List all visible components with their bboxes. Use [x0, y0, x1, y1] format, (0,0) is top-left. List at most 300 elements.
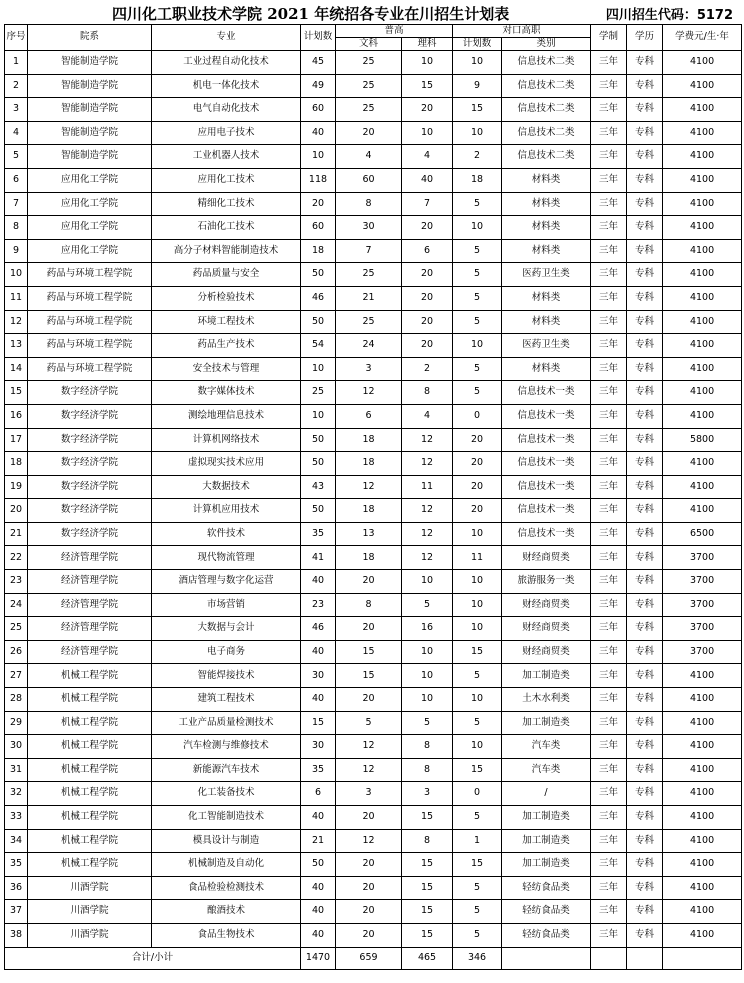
title-bar	[4, 2, 741, 24]
cell-major: 酒店管理与数字化运营	[152, 570, 301, 594]
cell-science: 10	[402, 570, 453, 594]
cell-years: 三年	[591, 310, 627, 334]
cell-science: 6	[402, 239, 453, 263]
cell-seq: 3	[5, 98, 28, 122]
cell-voc-plan: 5	[453, 357, 502, 381]
cell-plan: 40	[301, 640, 336, 664]
cell-category: 信息技术二类	[502, 74, 591, 98]
cell-years: 三年	[591, 570, 627, 594]
cell-science: 20	[402, 216, 453, 240]
cell-arts: 21	[336, 286, 402, 310]
cell-arts: 13	[336, 522, 402, 546]
cell-science: 10	[402, 664, 453, 688]
cell-degree: 专科	[627, 239, 663, 263]
cell-degree: 专科	[627, 617, 663, 641]
header-voc-plan: 计划数	[453, 38, 502, 51]
total-empty	[627, 947, 663, 969]
cell-voc-plan: 10	[453, 334, 502, 358]
cell-dept: 机械工程学院	[28, 758, 152, 782]
cell-plan: 46	[301, 286, 336, 310]
cell-voc-plan: 20	[453, 475, 502, 499]
cell-science: 8	[402, 758, 453, 782]
cell-arts: 30	[336, 216, 402, 240]
cell-major: 市场营销	[152, 593, 301, 617]
cell-seq: 36	[5, 876, 28, 900]
cell-plan: 40	[301, 688, 336, 712]
cell-fee: 4100	[663, 74, 742, 98]
cell-voc-plan: 10	[453, 522, 502, 546]
cell-fee: 3700	[663, 570, 742, 594]
cell-arts: 18	[336, 452, 402, 476]
cell-voc-plan: 20	[453, 428, 502, 452]
cell-category: 材料类	[502, 192, 591, 216]
cell-category: 信息技术一类	[502, 381, 591, 405]
cell-dept: 机械工程学院	[28, 782, 152, 806]
cell-arts: 20	[336, 617, 402, 641]
cell-dept: 机械工程学院	[28, 711, 152, 735]
cell-plan: 45	[301, 51, 336, 75]
cell-dept: 应用化工学院	[28, 192, 152, 216]
cell-major: 计算机网络技术	[152, 428, 301, 452]
cell-degree: 专科	[627, 711, 663, 735]
cell-science: 12	[402, 452, 453, 476]
cell-plan: 30	[301, 664, 336, 688]
cell-seq: 5	[5, 145, 28, 169]
cell-plan: 21	[301, 829, 336, 853]
cell-fee: 4100	[663, 452, 742, 476]
cell-seq: 20	[5, 499, 28, 523]
cell-years: 三年	[591, 522, 627, 546]
cell-major: 安全技术与管理	[152, 357, 301, 381]
cell-major: 大数据技术	[152, 475, 301, 499]
cell-plan: 46	[301, 617, 336, 641]
cell-seq: 9	[5, 239, 28, 263]
cell-major: 机械制造及自动化	[152, 853, 301, 877]
cell-dept: 经济管理学院	[28, 546, 152, 570]
cell-plan: 40	[301, 923, 336, 947]
cell-plan: 50	[301, 853, 336, 877]
cell-major: 化工智能制造技术	[152, 806, 301, 830]
cell-science: 15	[402, 74, 453, 98]
cell-plan: 40	[301, 570, 336, 594]
table-row	[5, 735, 742, 759]
header-fee: 学费元/生·年	[663, 25, 742, 51]
header-major: 专业	[152, 25, 301, 51]
cell-degree: 专科	[627, 664, 663, 688]
cell-arts: 15	[336, 640, 402, 664]
cell-plan: 54	[301, 334, 336, 358]
cell-degree: 专科	[627, 452, 663, 476]
cell-seq: 31	[5, 758, 28, 782]
cell-dept: 机械工程学院	[28, 853, 152, 877]
cell-dept: 药品与环境工程学院	[28, 334, 152, 358]
cell-dept: 智能制造学院	[28, 121, 152, 145]
cell-voc-plan: 15	[453, 98, 502, 122]
table-row	[5, 428, 742, 452]
cell-years: 三年	[591, 758, 627, 782]
cell-voc-plan: 5	[453, 876, 502, 900]
cell-category: 加工制造类	[502, 806, 591, 830]
cell-seq: 18	[5, 452, 28, 476]
cell-science: 12	[402, 499, 453, 523]
table-row	[5, 145, 742, 169]
table-header	[5, 25, 742, 51]
cell-degree: 专科	[627, 829, 663, 853]
enrollment-plan-table	[4, 24, 742, 970]
header-dept: 院系	[28, 25, 152, 51]
cell-years: 三年	[591, 923, 627, 947]
cell-arts: 15	[336, 664, 402, 688]
cell-years: 三年	[591, 900, 627, 924]
cell-fee: 4100	[663, 853, 742, 877]
table-row	[5, 310, 742, 334]
cell-plan: 60	[301, 98, 336, 122]
cell-dept: 药品与环境工程学院	[28, 357, 152, 381]
cell-degree: 专科	[627, 570, 663, 594]
cell-years: 三年	[591, 593, 627, 617]
cell-degree: 专科	[627, 640, 663, 664]
cell-dept: 数字经济学院	[28, 404, 152, 428]
cell-seq: 34	[5, 829, 28, 853]
cell-plan: 50	[301, 310, 336, 334]
cell-voc-plan: 10	[453, 735, 502, 759]
cell-major: 分析检验技术	[152, 286, 301, 310]
cell-seq: 22	[5, 546, 28, 570]
cell-degree: 专科	[627, 758, 663, 782]
cell-major: 石油化工技术	[152, 216, 301, 240]
cell-arts: 3	[336, 782, 402, 806]
cell-arts: 5	[336, 711, 402, 735]
cell-dept: 应用化工学院	[28, 168, 152, 192]
cell-fee: 4100	[663, 829, 742, 853]
cell-degree: 专科	[627, 806, 663, 830]
cell-major: 酿酒技术	[152, 900, 301, 924]
cell-dept: 川酒学院	[28, 876, 152, 900]
cell-fee: 4100	[663, 475, 742, 499]
cell-years: 三年	[591, 51, 627, 75]
cell-fee: 4100	[663, 239, 742, 263]
cell-category: 材料类	[502, 357, 591, 381]
cell-arts: 12	[336, 829, 402, 853]
cell-arts: 12	[336, 758, 402, 782]
cell-fee: 4100	[663, 216, 742, 240]
cell-dept: 智能制造学院	[28, 51, 152, 75]
cell-degree: 专科	[627, 216, 663, 240]
table-row	[5, 782, 742, 806]
cell-voc-plan: 10	[453, 617, 502, 641]
cell-category: 财经商贸类	[502, 593, 591, 617]
cell-arts: 18	[336, 428, 402, 452]
table-row	[5, 168, 742, 192]
cell-category: 轻纺食品类	[502, 900, 591, 924]
table-row	[5, 381, 742, 405]
cell-degree: 专科	[627, 168, 663, 192]
cell-category: 医药卫生类	[502, 263, 591, 287]
cell-major: 智能焊接技术	[152, 664, 301, 688]
cell-arts: 60	[336, 168, 402, 192]
table-row	[5, 499, 742, 523]
cell-major: 工业产品质量检测技术	[152, 711, 301, 735]
cell-seq: 6	[5, 168, 28, 192]
cell-fee: 4100	[663, 334, 742, 358]
cell-seq: 2	[5, 74, 28, 98]
cell-seq: 4	[5, 121, 28, 145]
cell-fee: 4100	[663, 900, 742, 924]
cell-fee: 4100	[663, 286, 742, 310]
cell-degree: 专科	[627, 876, 663, 900]
cell-category: 汽车类	[502, 735, 591, 759]
cell-years: 三年	[591, 640, 627, 664]
cell-years: 三年	[591, 617, 627, 641]
cell-category: 汽车类	[502, 758, 591, 782]
cell-plan: 35	[301, 758, 336, 782]
cell-seq: 16	[5, 404, 28, 428]
cell-science: 15	[402, 923, 453, 947]
cell-science: 10	[402, 640, 453, 664]
cell-dept: 数字经济学院	[28, 452, 152, 476]
cell-arts: 25	[336, 74, 402, 98]
cell-voc-plan: 5	[453, 806, 502, 830]
cell-degree: 专科	[627, 688, 663, 712]
cell-years: 三年	[591, 98, 627, 122]
table-row	[5, 216, 742, 240]
cell-major: 计算机应用技术	[152, 499, 301, 523]
cell-years: 三年	[591, 145, 627, 169]
cell-plan: 10	[301, 145, 336, 169]
cell-seq: 25	[5, 617, 28, 641]
cell-plan: 30	[301, 735, 336, 759]
cell-voc-plan: 11	[453, 546, 502, 570]
cell-seq: 26	[5, 640, 28, 664]
cell-science: 12	[402, 546, 453, 570]
cell-degree: 专科	[627, 404, 663, 428]
cell-voc-plan: 18	[453, 168, 502, 192]
cell-fee: 4100	[663, 923, 742, 947]
cell-fee: 4100	[663, 876, 742, 900]
cell-voc-plan: 10	[453, 121, 502, 145]
cell-voc-plan: 1	[453, 829, 502, 853]
cell-degree: 专科	[627, 334, 663, 358]
cell-plan: 35	[301, 522, 336, 546]
table-row	[5, 452, 742, 476]
cell-voc-plan: 10	[453, 51, 502, 75]
cell-dept: 数字经济学院	[28, 499, 152, 523]
cell-science: 10	[402, 51, 453, 75]
cell-voc-plan: 10	[453, 688, 502, 712]
cell-years: 三年	[591, 806, 627, 830]
table-row	[5, 923, 742, 947]
header-category: 类别	[502, 38, 591, 51]
cell-voc-plan: 5	[453, 381, 502, 405]
cell-degree: 专科	[627, 310, 663, 334]
cell-plan: 40	[301, 900, 336, 924]
cell-major: 环境工程技术	[152, 310, 301, 334]
cell-degree: 专科	[627, 145, 663, 169]
table-row	[5, 876, 742, 900]
cell-major: 汽车检测与维修技术	[152, 735, 301, 759]
cell-science: 7	[402, 192, 453, 216]
cell-plan: 10	[301, 357, 336, 381]
total-science: 465	[402, 947, 453, 969]
cell-science: 5	[402, 711, 453, 735]
cell-major: 药品质量与安全	[152, 263, 301, 287]
cell-seq: 24	[5, 593, 28, 617]
cell-category: 信息技术二类	[502, 98, 591, 122]
header-science: 理科	[402, 38, 453, 51]
cell-category: 信息技术二类	[502, 121, 591, 145]
cell-arts: 8	[336, 593, 402, 617]
cell-major: 测绘地理信息技术	[152, 404, 301, 428]
cell-dept: 数字经济学院	[28, 522, 152, 546]
cell-voc-plan: 15	[453, 640, 502, 664]
cell-major: 软件技术	[152, 522, 301, 546]
cell-fee: 4100	[663, 263, 742, 287]
cell-seq: 28	[5, 688, 28, 712]
cell-plan: 25	[301, 381, 336, 405]
cell-science: 40	[402, 168, 453, 192]
cell-dept: 应用化工学院	[28, 239, 152, 263]
cell-category: 信息技术一类	[502, 475, 591, 499]
cell-dept: 机械工程学院	[28, 735, 152, 759]
cell-plan: 50	[301, 452, 336, 476]
cell-major: 机电一体化技术	[152, 74, 301, 98]
cell-science: 8	[402, 829, 453, 853]
table-row	[5, 334, 742, 358]
cell-fee: 4100	[663, 404, 742, 428]
enrollment-plan-sheet	[4, 2, 741, 970]
cell-science: 8	[402, 381, 453, 405]
cell-fee: 4100	[663, 98, 742, 122]
cell-category: 财经商贸类	[502, 617, 591, 641]
cell-category: 材料类	[502, 239, 591, 263]
table-row	[5, 263, 742, 287]
cell-years: 三年	[591, 263, 627, 287]
cell-degree: 专科	[627, 522, 663, 546]
cell-fee: 4100	[663, 145, 742, 169]
cell-major: 化工装备技术	[152, 782, 301, 806]
cell-seq: 33	[5, 806, 28, 830]
cell-years: 三年	[591, 499, 627, 523]
table-row	[5, 900, 742, 924]
cell-science: 20	[402, 98, 453, 122]
cell-major: 模具设计与制造	[152, 829, 301, 853]
cell-voc-plan: 15	[453, 853, 502, 877]
cell-degree: 专科	[627, 923, 663, 947]
cell-years: 三年	[591, 475, 627, 499]
cell-fee: 3700	[663, 546, 742, 570]
cell-category: 旅游服务一类	[502, 570, 591, 594]
total-voc: 346	[453, 947, 502, 969]
table-row	[5, 806, 742, 830]
cell-major: 药品生产技术	[152, 334, 301, 358]
cell-science: 2	[402, 357, 453, 381]
cell-seq: 32	[5, 782, 28, 806]
header-general: 普高	[336, 25, 453, 38]
cell-science: 15	[402, 876, 453, 900]
cell-science: 20	[402, 334, 453, 358]
cell-dept: 川酒学院	[28, 923, 152, 947]
table-row	[5, 570, 742, 594]
cell-seq: 11	[5, 286, 28, 310]
header-years: 学制	[591, 25, 627, 51]
cell-major: 食品生物技术	[152, 923, 301, 947]
cell-degree: 专科	[627, 475, 663, 499]
cell-plan: 18	[301, 239, 336, 263]
cell-dept: 机械工程学院	[28, 664, 152, 688]
cell-years: 三年	[591, 782, 627, 806]
cell-science: 20	[402, 286, 453, 310]
cell-seq: 29	[5, 711, 28, 735]
header-arts: 文科	[336, 38, 402, 51]
cell-category: 财经商贸类	[502, 640, 591, 664]
table-row	[5, 51, 742, 75]
cell-dept: 智能制造学院	[28, 74, 152, 98]
cell-dept: 经济管理学院	[28, 570, 152, 594]
cell-degree: 专科	[627, 900, 663, 924]
cell-category: 加工制造类	[502, 664, 591, 688]
cell-fee: 4100	[663, 121, 742, 145]
header-degree: 学历	[627, 25, 663, 51]
cell-arts: 20	[336, 923, 402, 947]
table-row	[5, 617, 742, 641]
cell-voc-plan: 10	[453, 216, 502, 240]
cell-seq: 30	[5, 735, 28, 759]
cell-plan: 20	[301, 192, 336, 216]
cell-major: 新能源汽车技术	[152, 758, 301, 782]
cell-plan: 40	[301, 121, 336, 145]
cell-category: 信息技术一类	[502, 499, 591, 523]
header-plan: 计划数	[301, 25, 336, 51]
cell-arts: 20	[336, 570, 402, 594]
cell-years: 三年	[591, 168, 627, 192]
cell-major: 工业过程自动化技术	[152, 51, 301, 75]
cell-dept: 机械工程学院	[28, 688, 152, 712]
cell-arts: 25	[336, 51, 402, 75]
total-arts: 659	[336, 947, 402, 969]
total-label: 合计/小计	[5, 947, 301, 969]
cell-seq: 1	[5, 51, 28, 75]
cell-major: 精细化工技术	[152, 192, 301, 216]
cell-category: 信息技术一类	[502, 404, 591, 428]
cell-seq: 37	[5, 900, 28, 924]
cell-degree: 专科	[627, 121, 663, 145]
cell-degree: 专科	[627, 192, 663, 216]
cell-voc-plan: 20	[453, 452, 502, 476]
cell-seq: 21	[5, 522, 28, 546]
table-row	[5, 853, 742, 877]
cell-science: 12	[402, 522, 453, 546]
cell-degree: 专科	[627, 546, 663, 570]
cell-category: 加工制造类	[502, 711, 591, 735]
cell-category: 轻纺食品类	[502, 923, 591, 947]
cell-science: 8	[402, 735, 453, 759]
cell-category: 信息技术二类	[502, 145, 591, 169]
cell-dept: 经济管理学院	[28, 593, 152, 617]
cell-degree: 专科	[627, 357, 663, 381]
cell-plan: 40	[301, 876, 336, 900]
cell-degree: 专科	[627, 286, 663, 310]
table-row	[5, 404, 742, 428]
cell-dept: 经济管理学院	[28, 617, 152, 641]
cell-dept: 经济管理学院	[28, 640, 152, 664]
total-row	[5, 947, 742, 969]
enrollment-code-label: 四川招生代码：5172	[605, 8, 733, 23]
cell-dept: 机械工程学院	[28, 806, 152, 830]
cell-plan: 23	[301, 593, 336, 617]
cell-voc-plan: 0	[453, 404, 502, 428]
cell-years: 三年	[591, 876, 627, 900]
cell-plan: 40	[301, 806, 336, 830]
